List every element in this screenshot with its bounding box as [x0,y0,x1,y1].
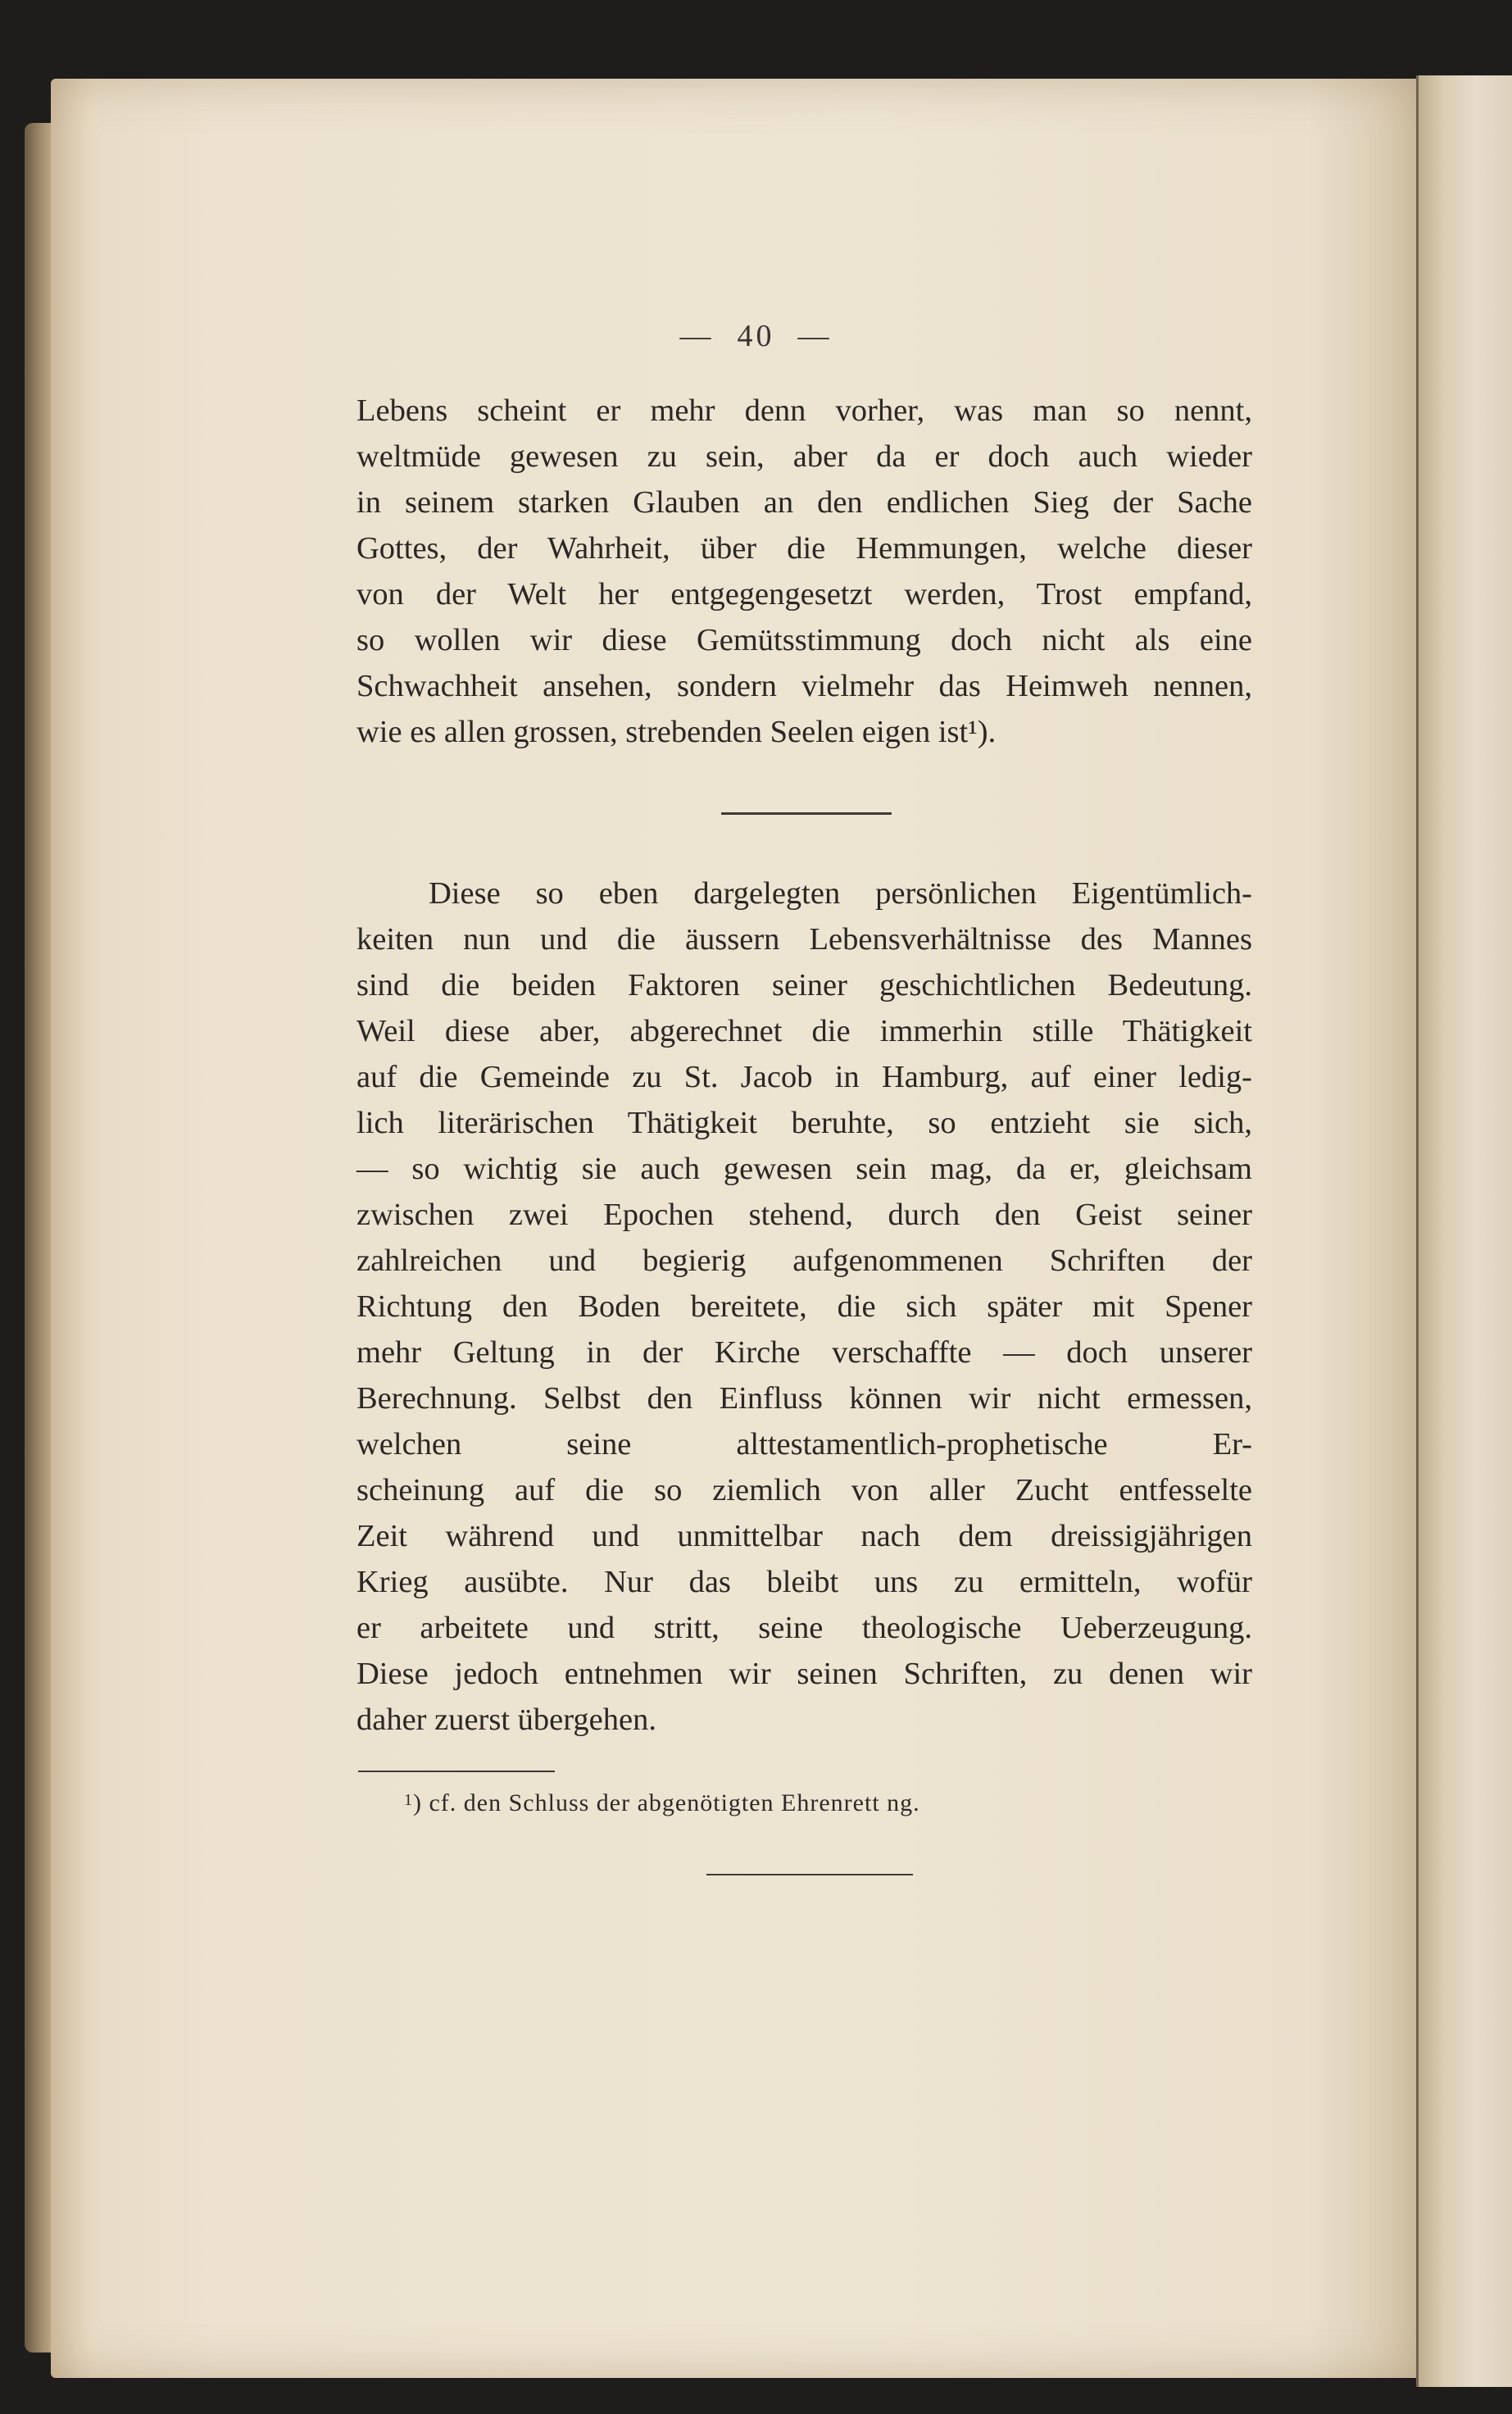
text-line: von der Welt her entgegengesetzt werden, Trost empfand, [356,577,1252,611]
text-line: in seinem starken Glauben an den endlichen Sieg der Sache [356,485,1252,520]
text-line: weltmüde gewesen zu sein, aber da er doch auch wieder [356,439,1252,474]
text-line: mehr Geltung in der Kirche verschaffte — doch unserer [356,1335,1252,1370]
text-line: Diese jedoch entnehmen wir seinen Schriften, zu denen wir [356,1657,1252,1691]
text-line: Gottes, der Wahrheit, über die Hemmungen, welche dieser [356,531,1252,566]
text-line: — so wichtig sie auch gewesen sein mag, da er, gleichsam [356,1152,1252,1186]
text-line: Richtung den Boden bereitete, die sich später mit Spener [356,1289,1252,1324]
facing-page-edge [1416,75,1512,2387]
text-line: Lebens scheint er mehr denn vorher, was man so nennt, [356,393,1252,428]
text-line: zwischen zwei Epochen stehend, durch den Geist seiner [356,1198,1252,1232]
text-line: welchen seine alttestamentlich-prophetische Er- [356,1427,1252,1462]
text-line: Weil diese aber, abgerechnet die immerhin stille Thätigkeit [356,1014,1252,1048]
text-line: zahlreichen und begierig aufgenommenen Schriften der [356,1243,1252,1278]
text-line: Schwachheit ansehen, sondern vielmehr das Heimweh nennen, [356,669,1252,703]
page-number: — 40 — [679,319,833,353]
footnote-mark: 1 [404,1791,413,1809]
text-line: Diese so eben dargelegten persönlichen Eigentümlich- [429,876,1252,911]
footnote-rule [358,1771,555,1772]
text-line: lich literärischen Thätigkeit beruhte, so entzieht sie sich, [356,1106,1252,1140]
end-rule [706,1874,913,1875]
text-line: so wollen wir diese Gemütsstimmung doch nicht als eine [356,623,1252,657]
text-line: Krieg ausübte. Nur das bleibt uns zu ermitteln, wofür [356,1565,1252,1599]
text-line: er arbeitete und stritt, seine theologische Ueberzeugung. [356,1611,1252,1645]
footnote-text: ) cf. den Schluss der abgenötigten Ehrenrett ng. [413,1789,920,1816]
text-line: daher zuerst übergehen. [356,1703,656,1737]
paragraph-2 [356,871,1252,1743]
text-line: wie es allen grossen, strebenden Seelen eigen ist¹). [356,715,997,749]
section-divider [721,812,892,815]
text-line: auf die Gemeinde zu St. Jacob in Hamburg, auf einer ledig- [356,1060,1252,1094]
text-line: keiten nun und die äussern Lebensverhältnisse des Mannes [356,922,1252,957]
text-line: Zeit während und unmittelbar nach dem dreissigjährigen [356,1519,1252,1553]
text-line: Berechnung. Selbst den Einfluss können wir nicht ermessen, [356,1381,1252,1416]
text-line: scheinung auf die so ziemlich von aller Zucht entfesselte [356,1473,1252,1507]
paragraph-1 [356,388,1252,755]
footnote [404,1789,920,1817]
text-line: sind die beiden Faktoren seiner geschichtlichen Bedeutung. [356,968,1252,1002]
